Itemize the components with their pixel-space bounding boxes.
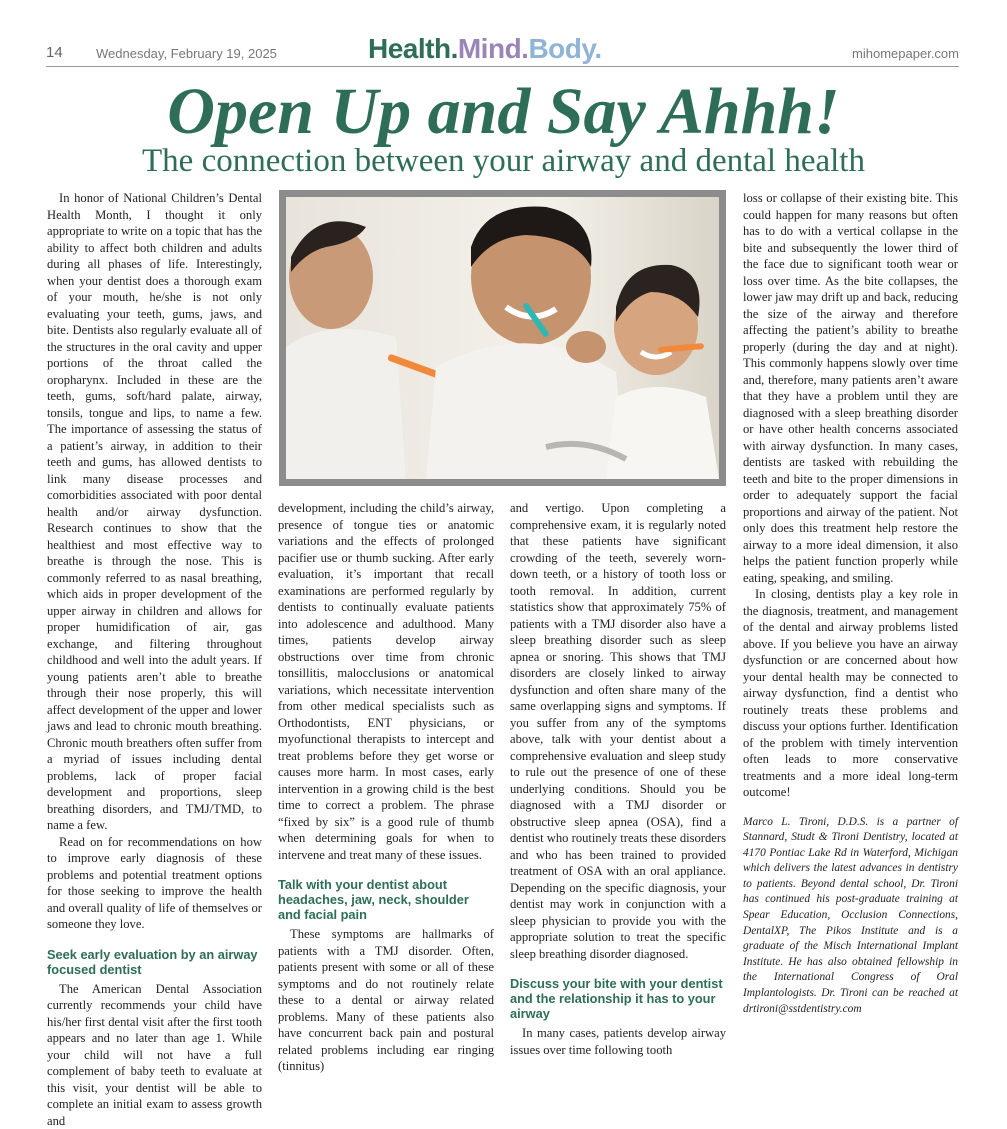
article-column-4 — [743, 190, 958, 1017]
brand-mind: Mind. — [458, 33, 529, 64]
article-title: Open Up and Say Ahhh! — [0, 72, 1007, 152]
article-column-3 — [510, 500, 726, 1058]
author-bio: Marco L. Tironi, D.D.S. is a partner of Stannard, Studt & Tironi Dentistry, located at 4170 Pontiac Lake Rd in Waterford, Michigan which delivers the latest advances in dentistry to patients. Beyond dental school, Dr. Tironi has continued his post-graduate training at Spear Education, Occlusion Connections, DentalXP, The Pikos Institute and is a graduate of the Misch International Implant Institute. He has also obtained fellowship in the International Congress of Oral Implantologists. Dr. Tironi can be reached at drtironi@sstdentistry.com — [743, 815, 958, 1018]
section-heading: Discuss your bite with your dentist and the relationship it has to your airway — [510, 976, 726, 1021]
paragraph: loss or collapse of their existing bite. This could happen for many reasons but often has to do with a vertical collapse in the bite and subsequently the lower third of the face due to significant tooth wear or loss over time. As the bite collapses, the lower jaw may drift up and back, reducing the size of the airway and therefore affecting the patient’s ability to breathe properly (during the day and at night). This commonly happens slowly over time and, therefore, many patients aren’t aware that they have a problem until they are diagnosed with a sleep breathing disorder or have other health concerns associated with airway dysfunction. In many cases, dentists are tasked with rebuilding the teeth and bite to the proper dimensions in order to adequately support the facial proportions and airway of the patient. Not only does this treatment help restore the airway to a more ideal dimension, it also helps the patient function properly while eating, speaking, and smiling. — [743, 190, 958, 586]
brand-health: Health. — [368, 33, 458, 64]
paragraph: development, including the child’s airway, presence of tongue ties or anatomic variations and the effects of prolonged pacifier use or thumb sucking. After early evaluation, it’s important that recall examinations are performed regularly by dentists to continually evaluate patients into adolescence and adulthood. Many times, patients develop airway obstructions over time from chronic tonsillitis, malocclusions or anatomical variations, which necessitate intervention from other medical specialists such as Orthodontists, ENT physicians, or myofunctional therapists to intercept and treat problems before they get worse or causes more harm. In most cases, early intervention in a growing child is the best time to correct a problem. The phrase “fixed by six” is a good rule of thumb when determining goals for when to intervene and treat many of these issues. — [278, 500, 494, 863]
section-brand — [368, 33, 602, 65]
paragraph: and vertigo. Upon completing a comprehensive exam, it is regularly noted that these patients have significant crowding of the teeth, severely worn-down teeth, or a history of tooth loss or tooth removal. In addition, current statistics show that approximately 75% of patients with a TMJ disorder also have a sleep breathing disorder such as sleep apnea or snoring. This shows that TMJ disorders are closely linked to airway dysfunction and often share many of the same overlapping signs and symptoms. If you suffer from any of the symptoms above, talk with your dentist about a comprehensive evaluation and sleep study to rule out the presence of one of these underlying conditions. Should you be diagnosed with a TMJ disorder or obstructive sleep apnea (OSA), find a dentist who routinely treats these disorders and who has been trained to provided treatment of OSA with an oral appliance. Depending on the specific diagnosis, your dentist may work in conjunction with a sleep physician to provide you with the appropriate solution to treat the specific sleep breathing disorder diagnosed. — [510, 500, 726, 962]
header-divider — [46, 66, 959, 67]
page-header — [0, 0, 1007, 70]
brand-body: Body. — [528, 33, 601, 64]
paragraph: Read on for recommendations on how to improve early diagnosis of these problems and potential treatment options for those seeking to improve the health and overall quality of life of themselves or someone they love. — [47, 834, 262, 933]
paragraph: In honor of National Children’s Dental Health Month, I thought it only appropriate to write on a topic that has the ability to affect both children and adults during all phases of life. Interestingly, when your dentist does a thorough exam of your mouth, he/she is not only evaluating your teeth, gums, jaws, and bite. Dentists also regularly evaluate all of the structures in the oral cavity and upper portions of the throat called the oropharynx. Included in these are the teeth, gums, soft/hard palate, airway, tonsils, tongue and lips, to name a few. The importance of assessing the status of a patient’s airway, in addition to their teeth and gums, has allowed dentists to link many disease processes and comorbidities associated with poor dental health and/or airway dysfunction. Research continues to show that the healthiest and most effective way to breathe is through the nose. This is commonly referred to as nasal breathing, which aids in proper development of the upper airway in children and allows for proper humidification of air, gas exchange, and filtering throughout childhood and well into the adult years. If young patients aren’t able to breathe through their nose properly, this will affect development of the upper and lower jaws and lead to chronic mouth breathing. Chronic mouth breathers often suffer from a myriad of issues including dental problems, lack of proper facial development and proportions, sleep breathing disorders, and TMJ/TMD, to name a few. — [47, 190, 262, 834]
paragraph: These symptoms are hallmarks of patients with a TMJ disorder. Often, patients present with some or all of these symptoms and do not routinely relate these to a dental or airway related problems. Many of these patients also have concurrent back pain and postural related problems including ear ringing (tinnitus) — [278, 926, 494, 1075]
article-subtitle: The connection between your airway and dental health — [0, 141, 1007, 181]
paragraph: The American Dental Association currently recommends your child have his/her first dental visit after the first tooth appears and no later than age 1. While your child will not have a full complement of baby teeth to evaluate at this visit, your dentist will be able to complete an initial exam to assess growth and — [47, 981, 262, 1129]
page-number: 14 — [46, 44, 63, 61]
article-column-1 — [47, 190, 262, 1129]
father-son-brushing-teeth-image — [286, 197, 719, 479]
article-photo — [279, 190, 726, 486]
paragraph: In closing, dentists play a key role in the diagnosis, treatment, and management of the dental and airway problems listed above. If you believe you have an airway dysfunction or are concerned about how your dental health may be connected to airway dysfunction, find a dentist who routinely treats these problems and discuss your options further. Identification of the problem with timely intervention often leads to more conservative treatments and a more ideal long-term outcome! — [743, 586, 958, 801]
section-heading: Talk with your dentist about headaches, jaw, neck, shoulder and facial pain — [278, 877, 494, 922]
article-column-2 — [278, 500, 494, 1075]
section-heading: Seek early evaluation by an airway focused dentist — [47, 947, 262, 977]
issue-date: Wednesday, February 19, 2025 — [96, 46, 277, 61]
paragraph: In many cases, patients develop airway issues over time following tooth — [510, 1025, 726, 1058]
website-link[interactable]: mihomepaper.com — [852, 46, 959, 61]
